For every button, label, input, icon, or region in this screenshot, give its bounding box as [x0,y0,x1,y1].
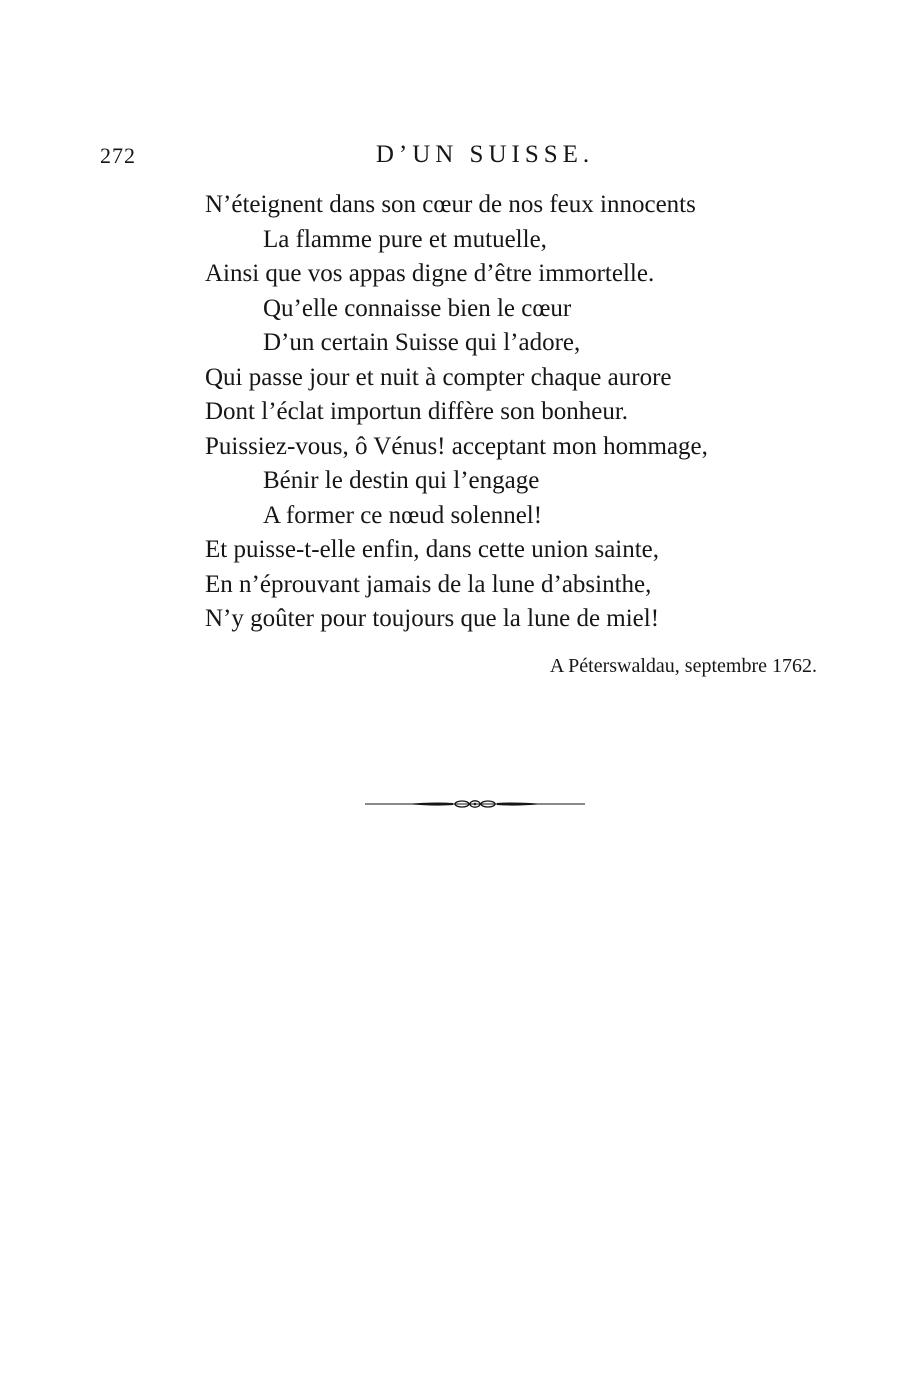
verse-line: Ainsi que vos appas digne d’être immortelle. [205,260,655,287]
verse-line: Dont l’éclat importun diffère son bonheur. [205,398,629,425]
verse-line: A former ce nœud solennel! [263,501,543,529]
page-number: 272 [100,143,136,168]
poem-verse [205,188,805,637]
verse-line: Et puisse-t-elle enfin, dans cette union sainte, [205,536,660,563]
verse-line: Qui passe jour et nuit à compter chaque aurore [205,363,672,391]
verse-line: La flamme pure et mutuelle, [263,225,547,253]
verse-line: N’éteignent dans son cœur de nos feux innocents [205,191,696,218]
running-title: D’UN SUISSE. [375,141,595,168]
verse-line: N’y goûter pour toujours que la lune de miel! [205,605,660,632]
verse-line: Puissiez-vous, ô Vénus! acceptant mon hommage, [205,432,708,460]
verse-line: En n’éprouvant jamais de la lune d’absinthe, [205,570,652,598]
verse-line: Bénir le destin qui l’engage [263,467,540,494]
verse-line: D’un certain Suisse qui l’adore, [263,329,581,356]
verse-line: Qu’elle connaisse bien le cœur [263,294,572,322]
place-date-signature: A Péterswaldau, septembre 1762. [549,655,817,677]
tailpiece-ornament-icon [365,796,585,812]
